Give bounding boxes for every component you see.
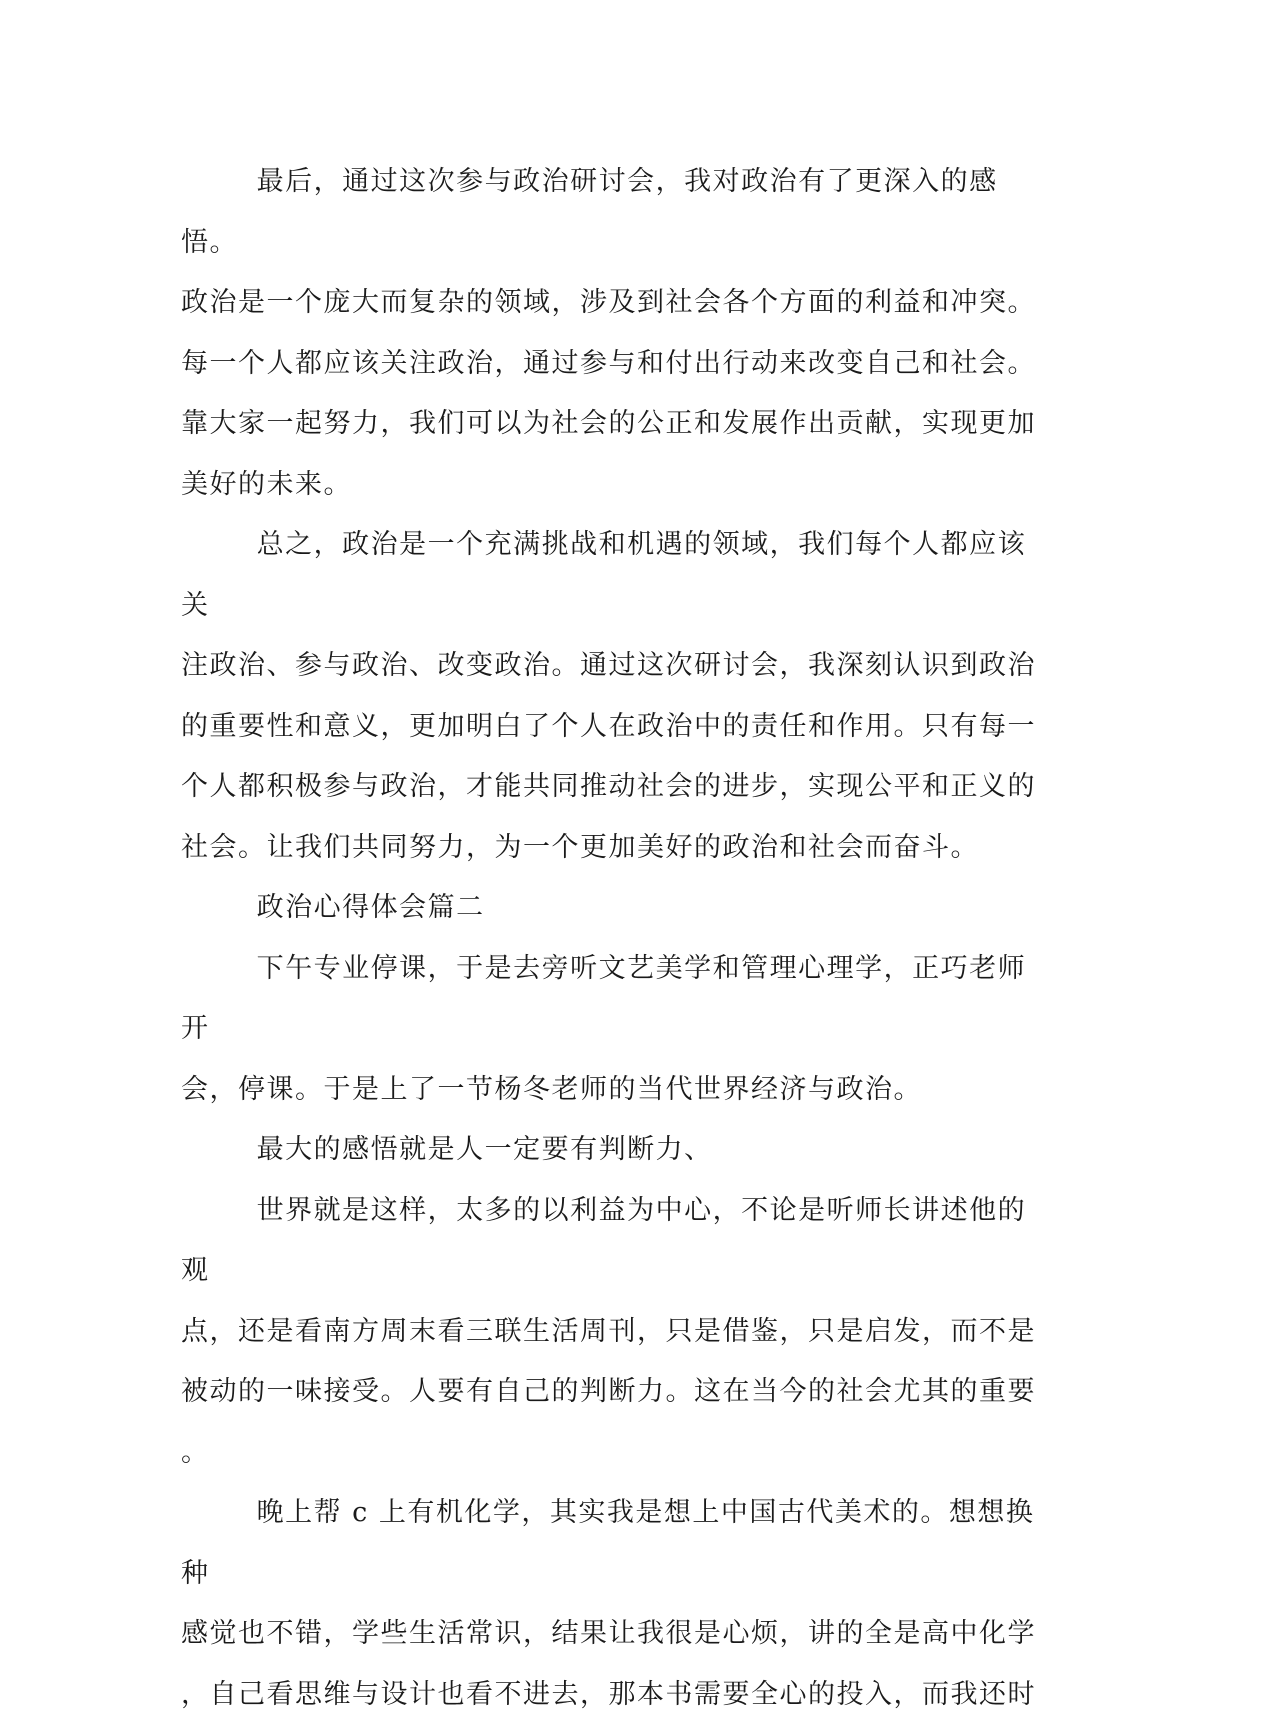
paragraph-conclusion-1: 最后，通过这次参与政治研讨会，我对政治有了更深入的感悟。 政治是一个庞大而复杂的领域，涉及到社会各个方面的利益和冲突。 每一个人都应该关注政治，通过参与和付出行动来改变自己和社会。 靠大家一起努力，我们可以为社会的公正和发展作出贡献，实现更加 美好的未来。 [181, 166, 1036, 500]
document-body [181, 152, 1043, 1725]
paragraph-afternoon: 下午专业停课，于是去旁听文艺美学和管理心理学，正巧老师开 会，停课。于是上了一节杨冬老师的当代世界经济与政治。 [181, 952, 1027, 1105]
paragraph-evening: 晚上帮 c 上有机化学，其实我是想上中国古代美术的。想想换种 感觉也不错，学些生活常识，结果让我很是心烦，讲的全是高中化学 ，自己看思维与设计也看不进去，那本书需要全心的投入，而我还时 [181, 1497, 1036, 1710]
paragraph-conclusion-2: 总之，政治是一个充满挑战和机遇的领域，我们每个人都应该关 注政治、参与政治、改变政治。通过这次研讨会，我深刻认识到政治 的重要性和意义，更加明白了个人在政治中的责任和作用。只有每一 个人都积极参与政治，才能共同推动社会的进步，实现公平和正义的 社会。让我们共同努力，为一个更加美好的政治和社会而奋斗。 [181, 529, 1036, 863]
paragraph-insight: 最大的感悟就是人一定要有判断力、 [256, 1134, 713, 1165]
section-heading: 政治心得体会篇二 [256, 892, 485, 923]
paragraph-world: 世界就是这样，太多的以利益为中心，不论是听师长讲述他的观 点，还是看南方周末看三联生活周刊，只是借鉴，只是启发，而不是 被动的一味接受。人要有自己的判断力。这在当今的社会尤其的重要 。 [181, 1194, 1036, 1468]
